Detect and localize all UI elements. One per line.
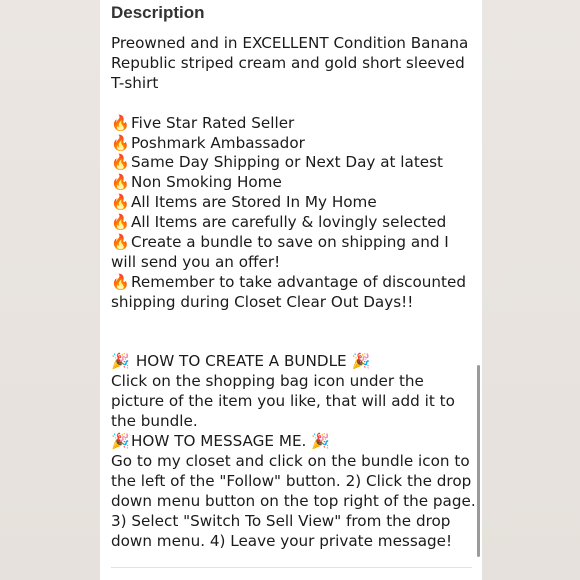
message-text: the left of the "Follow" button. 2) Click the drop — [111, 471, 472, 490]
bundle-heading — [111, 352, 472, 372]
bullet-text: All Items are Stored In My Home — [131, 193, 377, 212]
bullet-continuation: will send you an offer! — [111, 252, 281, 271]
bullet-text: Create a bundle to save on shipping and I — [131, 233, 449, 252]
left-backdrop — [0, 0, 100, 580]
intro-line: T-shirt — [111, 73, 159, 92]
bullet-item — [111, 114, 472, 134]
bullet-text: Poshmark Ambassador — [131, 133, 305, 152]
party-popper-icon: 🎉 — [351, 352, 371, 371]
party-popper-icon: 🎉 — [111, 432, 130, 451]
bullet-continuation: shipping during Closet Clear Out Days!! — [111, 292, 414, 311]
fire-icon: 🔥 — [111, 272, 130, 291]
party-popper-icon: 🎉 — [111, 352, 130, 371]
bullet-item — [111, 213, 472, 233]
fire-icon: 🔥 — [111, 113, 130, 132]
bundle-text: picture of the item you like, that will add it to — [111, 392, 455, 411]
fire-icon: 🔥 — [111, 193, 130, 212]
right-backdrop — [482, 0, 580, 580]
bullet-item — [111, 153, 472, 173]
fire-icon: 🔥 — [111, 213, 130, 232]
fire-icon: 🔥 — [111, 173, 130, 192]
spacer — [111, 333, 472, 353]
message-text: Go to my closet and click on the bundle icon to — [111, 451, 470, 470]
message-title: HOW TO MESSAGE ME. — [131, 432, 307, 451]
scrollbar-thumb[interactable] — [477, 365, 480, 557]
bullet-text: Remember to take advantage of discounted — [131, 272, 466, 291]
message-text: 3) Select "Switch To Sell View" from the drop — [111, 511, 451, 530]
bullet-text: Non Smoking Home — [131, 173, 282, 192]
intro-line: Republic striped cream and gold short sleeved — [111, 53, 465, 72]
message-heading — [111, 432, 472, 452]
bullet-item — [111, 233, 472, 253]
description-heading: Description — [111, 3, 205, 22]
bullet-item — [111, 273, 472, 293]
description-body — [111, 34, 476, 552]
fire-icon: 🔥 — [111, 233, 130, 252]
message-text: down menu button on the top right of the page. — [111, 491, 476, 510]
bullet-text: All Items are carefully & lovingly selected — [131, 213, 447, 232]
spacer — [111, 94, 472, 114]
bullet-item — [111, 134, 472, 154]
fire-icon: 🔥 — [111, 153, 130, 172]
party-popper-icon: 🎉 — [311, 432, 330, 451]
description-panel[interactable] — [100, 0, 482, 580]
fire-icon: 🔥 — [111, 133, 130, 152]
bullet-text: Five Star Rated Seller — [131, 113, 295, 132]
intro-line: Preowned and in EXCELLENT Condition Banana — [111, 34, 469, 52]
spacer — [111, 313, 472, 333]
bullet-item — [111, 173, 472, 193]
bundle-text: Click on the shopping bag icon under the — [111, 372, 424, 391]
bundle-title: HOW TO CREATE A BUNDLE — [135, 352, 347, 371]
bottom-divider — [111, 567, 472, 568]
bundle-text: the bundle. — [111, 412, 198, 431]
bullet-item — [111, 193, 472, 213]
bullet-text: Same Day Shipping or Next Day at latest — [131, 153, 443, 172]
message-text: down menu. 4) Leave your private message! — [111, 531, 453, 550]
